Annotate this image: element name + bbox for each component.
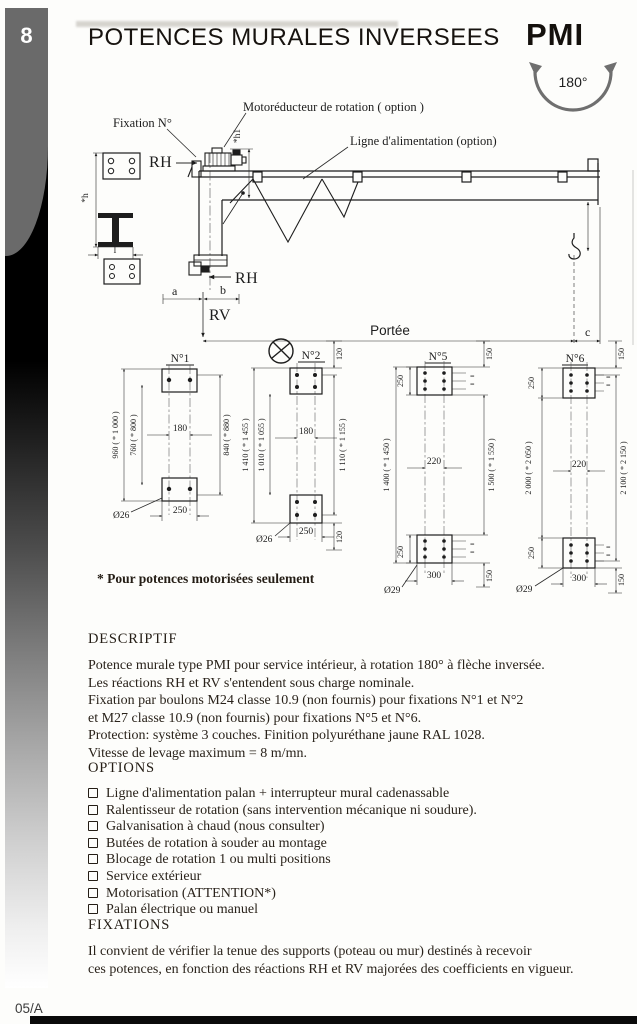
- ibeam-section-icon: [98, 213, 133, 247]
- option-label: Ligne d'alimentation palan + interrupteur mural cadenassable: [106, 786, 450, 801]
- hook-icon: [569, 233, 580, 259]
- dim-offset-top: 120: [335, 348, 344, 360]
- rotation-badge-label: 180°: [558, 74, 588, 90]
- fixations-heading: FIXATIONS: [88, 917, 171, 933]
- dim-a: a: [172, 284, 178, 298]
- dim-width: 220: [426, 457, 442, 467]
- callout-fixation: Fixation N°: [113, 116, 172, 130]
- dim-c: c: [585, 325, 591, 339]
- descriptif-section: [88, 631, 598, 762]
- checkbox-icon: [88, 871, 98, 881]
- option-label: Galvanisation à chaud (nous consulter): [106, 819, 325, 835]
- dim-b: b: [220, 283, 226, 297]
- dim-offset-bottom: 120: [335, 531, 344, 543]
- dimension-lines: [88, 113, 600, 344]
- option-item: [88, 886, 598, 903]
- descriptif-line: Potence murale type PMI pour service intérieur, à rotation 180° à flèche inversée.: [88, 658, 545, 673]
- dim-width: 180: [172, 424, 188, 434]
- fixation-n6: [516, 341, 628, 595]
- descriptif-heading: DESCRIPTIF: [88, 631, 178, 647]
- dim-offset-bottom: 150: [485, 570, 494, 582]
- options-section: [88, 760, 598, 919]
- descriptif-line: Les réactions RH et RV s'entendent sous charge nominale.: [88, 675, 415, 691]
- option-item: [88, 786, 598, 803]
- option-item: [88, 819, 598, 836]
- fixation-label: N°2: [301, 350, 321, 362]
- fixation-n5: [382, 341, 496, 596]
- dim-outer: 960 ( * 1 000 ): [111, 411, 120, 459]
- bottom-scan-bar: [30, 1016, 637, 1024]
- checkbox-icon: [88, 788, 98, 798]
- option-item: [88, 869, 598, 886]
- descriptif-line: Vitesse de levage maximum = 8 m/mn.: [88, 745, 307, 761]
- dim-plate-top: 250: [396, 375, 405, 387]
- pivot-assembly: [189, 255, 227, 275]
- dim-base: 300: [426, 571, 442, 581]
- dim-offset-top: 150: [617, 348, 626, 360]
- span-label: Portée: [370, 323, 410, 338]
- hole-diameter: Ø26: [113, 511, 130, 521]
- reaction-rh-bottom: RH: [235, 270, 259, 287]
- fixations-line: ces potences, en fonction des réactions RH et RV majorées des coefficients en vigueur.: [88, 961, 574, 977]
- page-title: POTENCES MURALES INVERSEES: [88, 24, 500, 51]
- option-label: Service extérieur: [106, 868, 202, 884]
- option-label: Palan électrique ou manuel: [106, 902, 258, 918]
- equal-spacing-mark: =: [470, 540, 475, 549]
- equal-spacing-mark: =: [470, 380, 475, 389]
- options-heading: OPTIONS: [88, 760, 155, 776]
- fixation-label: N°1: [170, 353, 190, 365]
- fixation-n1: [111, 353, 231, 521]
- descriptif-line: Protection: système 3 couches. Finition polyuréthane jaune RAL 1028.: [88, 728, 485, 743]
- dim-right: 2 100 ( * 2 150 ): [619, 441, 628, 495]
- equal-spacing-mark: =: [606, 373, 611, 382]
- page-number: 8: [20, 23, 33, 48]
- dim-base: 250: [298, 527, 314, 537]
- dim-h: *h: [81, 193, 91, 203]
- dim-outer: 1 410 ( * 1 455 ): [241, 418, 250, 472]
- dim-base: 300: [571, 574, 587, 584]
- fixations-section: [88, 917, 598, 978]
- checkbox-icon: [88, 838, 98, 848]
- checkbox-icon: [88, 904, 98, 914]
- dim-right: 1 500 ( * 1 550 ): [487, 438, 496, 492]
- dim-right: 840 ( * 880 ): [222, 414, 231, 456]
- fixation-diagrams: [0, 335, 637, 600]
- fixation-n2: [241, 339, 347, 550]
- option-item: [88, 803, 598, 820]
- descriptif-line: et M27 classe 10.9 (non fournis) pour fixations N°5 et N°6.: [88, 710, 422, 726]
- dim-plate-bottom: 250: [396, 546, 405, 558]
- option-label: Ralentisseur de rotation (sans intervention mécanique ni soudure).: [106, 802, 477, 818]
- product-code: PMI: [525, 17, 585, 52]
- dim-offset-top: 150: [485, 348, 494, 360]
- equal-spacing-mark: =: [470, 548, 475, 557]
- document-reference: 05/A: [15, 1001, 43, 1016]
- reaction-rh-top: RH: [149, 154, 173, 171]
- option-item: [88, 836, 598, 853]
- equal-spacing-mark: =: [606, 551, 611, 560]
- option-label: Blocage de rotation 1 ou multi positions: [106, 852, 331, 868]
- dim-width: 220: [571, 460, 587, 470]
- reaction-rv: RV: [209, 307, 231, 324]
- wall-plate-detail: [103, 153, 140, 284]
- dim-h1: *h1: [233, 128, 243, 144]
- dim-plate-top: 250: [527, 377, 536, 389]
- hole-diameter: Ø29: [384, 586, 401, 596]
- equal-spacing-mark: =: [606, 543, 611, 552]
- option-label: Butées de rotation à souder au montage: [106, 835, 327, 851]
- attachment-leader: [223, 193, 243, 224]
- option-item: [88, 852, 598, 869]
- callout-motor: Motoréducteur de rotation ( option ): [243, 100, 424, 114]
- dim-base: 250: [172, 506, 188, 516]
- crane-structure: [199, 159, 600, 256]
- dim-width: 180: [298, 427, 314, 437]
- dim-plate-bottom: 250: [527, 547, 536, 559]
- dim-inner: 760 ( * 800 ): [129, 414, 138, 456]
- hole-diameter: Ø26: [256, 535, 273, 545]
- fixations-line: Il convient de vérifier la tenue des supports (poteau ou mur) destinés à recevoir: [88, 944, 532, 959]
- checkbox-icon: [88, 821, 98, 831]
- dim-inner: 1 010 ( * 1 055 ): [257, 418, 266, 472]
- equal-spacing-mark: =: [470, 372, 475, 381]
- descriptif-line: Fixation par boulons M24 classe 10.9 (non fournis) pour fixations N°1 et N°2: [88, 693, 524, 708]
- dim-outer: 2 000 ( * 2 050 ): [524, 441, 533, 495]
- checkbox-icon: [88, 854, 98, 864]
- fixation-label: N°5: [428, 351, 448, 363]
- option-label: Motorisation (ATTENTION*): [106, 885, 276, 901]
- main-technical-drawing: [0, 95, 637, 345]
- callout-power-line: Ligne d'alimentation (option): [350, 134, 497, 148]
- fixation-label: N°6: [565, 353, 585, 365]
- motorized-footnote: * Pour potences motorisées seulement: [97, 571, 315, 586]
- dim-outer: 1 400 ( * 1 450 ): [382, 438, 391, 492]
- dim-right: 1 110 ( * 1 155 ): [338, 418, 347, 472]
- checkbox-icon: [88, 888, 98, 898]
- hole-diameter: Ø29: [516, 585, 533, 595]
- dim-offset-bottom: 150: [617, 574, 626, 586]
- dim-l: l: [113, 246, 117, 256]
- crossed-circle-icon: [269, 339, 293, 363]
- equal-spacing-mark: =: [606, 381, 611, 390]
- checkbox-icon: [88, 805, 98, 815]
